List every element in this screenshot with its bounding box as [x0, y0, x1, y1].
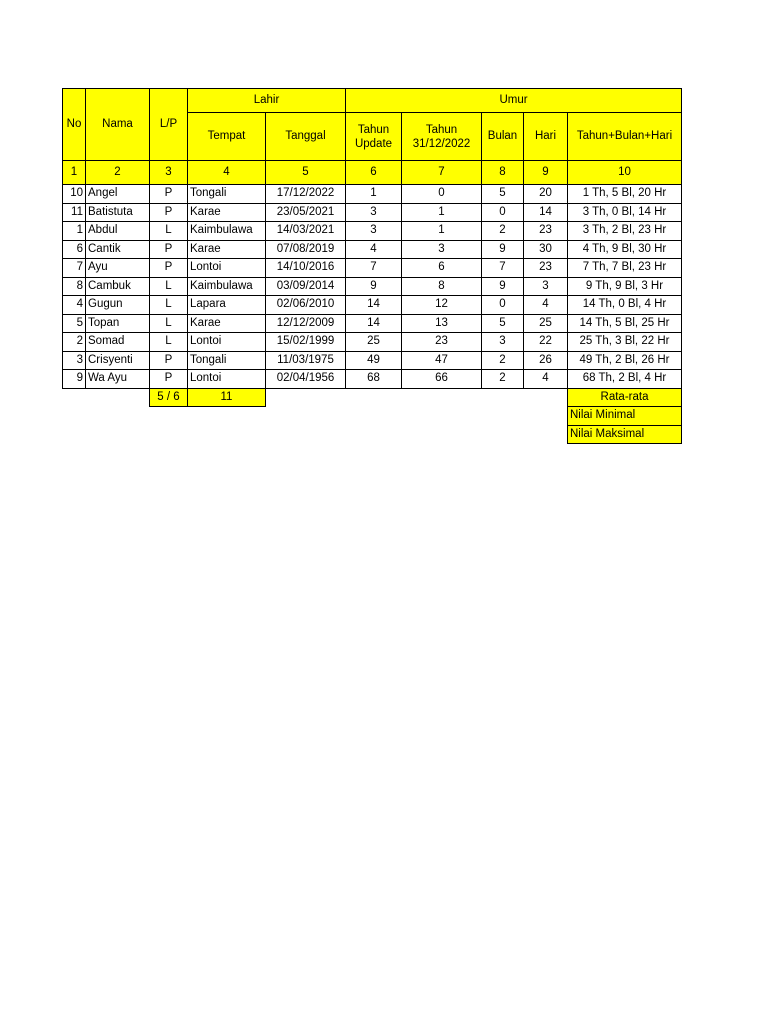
empty-cell: [63, 425, 568, 444]
cell-lp: L: [150, 277, 188, 296]
cell-hari: 25: [524, 314, 568, 333]
cell-tempat: Kaimbulawa: [188, 277, 266, 296]
column-number: 1: [63, 161, 86, 185]
cell-bulan: 3: [482, 333, 524, 352]
cell-tanggal: 11/03/1975: [266, 351, 346, 370]
empty-cell: [86, 388, 150, 407]
table-row: [63, 296, 682, 315]
cell-lp: P: [150, 259, 188, 278]
empty-cell: [63, 388, 86, 407]
table-row: [63, 259, 682, 278]
column-number: 7: [402, 161, 482, 185]
cell-tahun-ref: 3: [402, 240, 482, 259]
column-number-row: [63, 161, 682, 185]
cell-no: 10: [63, 185, 86, 204]
header-nama: Nama: [86, 89, 150, 161]
cell-tanggal: 23/05/2021: [266, 203, 346, 222]
cell-no: 4: [63, 296, 86, 315]
cell-tanggal: 02/04/1956: [266, 370, 346, 389]
header-tahun-update: Tahun Update: [346, 113, 402, 161]
count-cell: 11: [188, 388, 266, 407]
cell-hari: 4: [524, 296, 568, 315]
header-tempat: Tempat: [188, 113, 266, 161]
cell-tahun-update: 7: [346, 259, 402, 278]
cell-tahun-update: 14: [346, 296, 402, 315]
cell-tempat: Tongali: [188, 351, 266, 370]
cell-bulan: 5: [482, 314, 524, 333]
cell-no: 11: [63, 203, 86, 222]
cell-tahun-bulan-hari: 14 Th, 5 Bl, 25 Hr: [568, 314, 682, 333]
cell-hari: 23: [524, 222, 568, 241]
cell-no: 8: [63, 277, 86, 296]
cell-nama: Cantik: [86, 240, 150, 259]
cell-nama: Somad: [86, 333, 150, 352]
cell-nama: Crisyenti: [86, 351, 150, 370]
cell-nama: Ayu: [86, 259, 150, 278]
cell-no: 2: [63, 333, 86, 352]
cell-tahun-bulan-hari: 3 Th, 0 Bl, 14 Hr: [568, 203, 682, 222]
column-number: 6: [346, 161, 402, 185]
cell-bulan: 2: [482, 222, 524, 241]
empty-cell: [346, 388, 402, 407]
cell-lp: P: [150, 203, 188, 222]
cell-tahun-ref: 66: [402, 370, 482, 389]
table-row: [63, 240, 682, 259]
cell-tahun-ref: 1: [402, 203, 482, 222]
cell-tempat: Karae: [188, 240, 266, 259]
cell-tahun-bulan-hari: 4 Th, 9 Bl, 30 Hr: [568, 240, 682, 259]
column-number: 5: [266, 161, 346, 185]
cell-hari: 4: [524, 370, 568, 389]
cell-tahun-bulan-hari: 1 Th, 5 Bl, 20 Hr: [568, 185, 682, 204]
cell-tahun-update: 1: [346, 185, 402, 204]
table-row: [63, 277, 682, 296]
cell-tahun-update: 3: [346, 203, 402, 222]
cell-tahun-update: 9: [346, 277, 402, 296]
table-row: [63, 333, 682, 352]
cell-no: 5: [63, 314, 86, 333]
table-row: [63, 370, 682, 389]
table-row: [63, 203, 682, 222]
cell-nama: Batistuta: [86, 203, 150, 222]
gender-ratio-cell: 5 / 6: [150, 388, 188, 407]
cell-tanggal: 14/03/2021: [266, 222, 346, 241]
cell-tahun-bulan-hari: 9 Th, 9 Bl, 3 Hr: [568, 277, 682, 296]
nilai-minimal-label: Nilai Minimal: [568, 407, 682, 426]
cell-no: 7: [63, 259, 86, 278]
cell-tempat: Kaimbulawa: [188, 222, 266, 241]
table-row: [63, 222, 682, 241]
cell-no: 1: [63, 222, 86, 241]
empty-cell: [482, 388, 524, 407]
column-number: 8: [482, 161, 524, 185]
cell-hari: 22: [524, 333, 568, 352]
cell-lp: L: [150, 314, 188, 333]
cell-hari: 26: [524, 351, 568, 370]
cell-no: 9: [63, 370, 86, 389]
cell-tanggal: 17/12/2022: [266, 185, 346, 204]
cell-tanggal: 07/08/2019: [266, 240, 346, 259]
cell-nama: Abdul: [86, 222, 150, 241]
cell-tanggal: 03/09/2014: [266, 277, 346, 296]
summary-row-maksimal: [63, 425, 682, 444]
cell-tahun-ref: 13: [402, 314, 482, 333]
cell-tahun-update: 49: [346, 351, 402, 370]
header-lp: L/P: [150, 89, 188, 161]
cell-tanggal: 12/12/2009: [266, 314, 346, 333]
cell-tempat: Lontoi: [188, 259, 266, 278]
cell-tahun-ref: 6: [402, 259, 482, 278]
column-number: 9: [524, 161, 568, 185]
cell-bulan: 7: [482, 259, 524, 278]
table-row: [63, 314, 682, 333]
cell-lp: P: [150, 351, 188, 370]
cell-hari: 3: [524, 277, 568, 296]
column-number: 4: [188, 161, 266, 185]
summary-row-rata-rata: [63, 388, 682, 407]
header-tahun-bulan-hari: Tahun+Bulan+Hari: [568, 113, 682, 161]
cell-tahun-ref: 8: [402, 277, 482, 296]
nilai-maksimal-label: Nilai Maksimal: [568, 425, 682, 444]
cell-tempat: Lapara: [188, 296, 266, 315]
cell-tempat: Karae: [188, 203, 266, 222]
cell-bulan: 5: [482, 185, 524, 204]
cell-tahun-update: 4: [346, 240, 402, 259]
cell-lp: L: [150, 222, 188, 241]
column-number: 10: [568, 161, 682, 185]
cell-hari: 20: [524, 185, 568, 204]
cell-tahun-bulan-hari: 7 Th, 7 Bl, 23 Hr: [568, 259, 682, 278]
cell-hari: 14: [524, 203, 568, 222]
empty-cell: [63, 407, 568, 426]
cell-tahun-ref: 0: [402, 185, 482, 204]
header-lahir: Lahir: [188, 89, 346, 113]
empty-cell: [402, 388, 482, 407]
cell-tempat: Lontoi: [188, 333, 266, 352]
cell-tempat: Karae: [188, 314, 266, 333]
cell-tahun-update: 14: [346, 314, 402, 333]
cell-bulan: 2: [482, 370, 524, 389]
header-bulan: Bulan: [482, 113, 524, 161]
table-row: [63, 351, 682, 370]
cell-tempat: Lontoi: [188, 370, 266, 389]
empty-cell: [524, 388, 568, 407]
cell-tahun-bulan-hari: 25 Th, 3 Bl, 22 Hr: [568, 333, 682, 352]
cell-lp: P: [150, 240, 188, 259]
cell-tanggal: 02/06/2010: [266, 296, 346, 315]
cell-tahun-ref: 12: [402, 296, 482, 315]
cell-tahun-update: 68: [346, 370, 402, 389]
cell-tahun-ref: 47: [402, 351, 482, 370]
cell-tahun-bulan-hari: 49 Th, 2 Bl, 26 Hr: [568, 351, 682, 370]
cell-nama: Wa Ayu: [86, 370, 150, 389]
cell-tempat: Tongali: [188, 185, 266, 204]
cell-tahun-update: 3: [346, 222, 402, 241]
header-umur: Umur: [346, 89, 682, 113]
age-table: [62, 88, 682, 444]
cell-no: 3: [63, 351, 86, 370]
cell-tahun-ref: 23: [402, 333, 482, 352]
cell-bulan: 0: [482, 203, 524, 222]
cell-lp: L: [150, 296, 188, 315]
table-row: [63, 185, 682, 204]
cell-no: 6: [63, 240, 86, 259]
empty-cell: [266, 388, 346, 407]
cell-bulan: 2: [482, 351, 524, 370]
cell-tanggal: 14/10/2016: [266, 259, 346, 278]
cell-tahun-bulan-hari: 68 Th, 2 Bl, 4 Hr: [568, 370, 682, 389]
header-tahun-ref: Tahun 31/12/2022: [402, 113, 482, 161]
rata-rata-label: Rata-rata: [568, 388, 682, 407]
cell-tahun-ref: 1: [402, 222, 482, 241]
header-hari: Hari: [524, 113, 568, 161]
cell-lp: L: [150, 333, 188, 352]
column-number: 3: [150, 161, 188, 185]
cell-hari: 30: [524, 240, 568, 259]
cell-tahun-bulan-hari: 14 Th, 0 Bl, 4 Hr: [568, 296, 682, 315]
column-number: 2: [86, 161, 150, 185]
header-no: No: [63, 89, 86, 161]
cell-lp: P: [150, 370, 188, 389]
cell-bulan: 9: [482, 240, 524, 259]
cell-bulan: 9: [482, 277, 524, 296]
cell-tahun-update: 25: [346, 333, 402, 352]
cell-bulan: 0: [482, 296, 524, 315]
cell-nama: Gugun: [86, 296, 150, 315]
cell-hari: 23: [524, 259, 568, 278]
header-tanggal: Tanggal: [266, 113, 346, 161]
cell-nama: Topan: [86, 314, 150, 333]
cell-nama: Cambuk: [86, 277, 150, 296]
cell-nama: Angel: [86, 185, 150, 204]
cell-lp: P: [150, 185, 188, 204]
summary-row-minimal: [63, 407, 682, 426]
cell-tahun-bulan-hari: 3 Th, 2 Bl, 23 Hr: [568, 222, 682, 241]
cell-tanggal: 15/02/1999: [266, 333, 346, 352]
